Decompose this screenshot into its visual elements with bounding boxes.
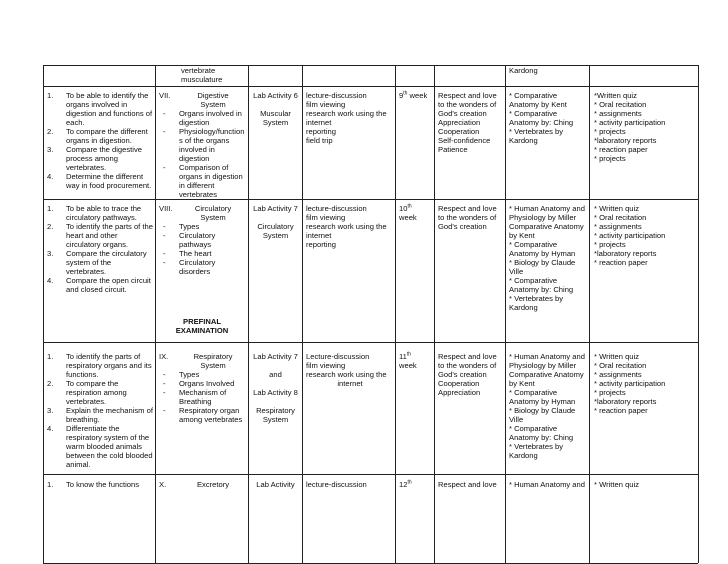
time-frame-cell <box>399 204 433 222</box>
cell-text: research work using the <box>306 370 387 379</box>
cell-text: and closed circuit. <box>66 285 127 294</box>
cell-text: process among <box>66 154 118 163</box>
cell-text: * reaction paper <box>594 258 648 267</box>
cell-text: heart and other <box>66 231 118 240</box>
cell-text: th <box>407 203 412 210</box>
time-frame-cell <box>399 352 433 370</box>
cell-text: Compare the open circuit <box>66 276 151 285</box>
references-cell <box>509 480 587 489</box>
cell-text: Excretory <box>196 480 230 489</box>
row-divider <box>43 474 698 475</box>
cell-text: - Comparison of <box>179 163 229 172</box>
objectives-cell <box>47 204 153 294</box>
table-border-top <box>43 65 698 66</box>
subtopic-item <box>159 222 245 231</box>
cell-text: To identify the parts of the <box>66 222 153 231</box>
cell-text: digestion <box>179 154 210 163</box>
cell-text: Kardong <box>509 451 538 460</box>
objective-item <box>47 480 153 489</box>
objective-item <box>47 204 153 222</box>
cell-text: Appreciation <box>438 118 481 127</box>
cell-text: film viewing <box>306 213 346 222</box>
cell-text: vertebrates <box>179 190 217 199</box>
cell-text: - Physiology/function <box>179 127 245 136</box>
cell-text: 2. <box>47 379 54 388</box>
cell-text: Lab Activity 6 <box>253 91 298 100</box>
objective-item <box>47 379 153 406</box>
cell-text: System <box>200 361 226 370</box>
row-divider <box>43 342 698 343</box>
objective-item <box>47 172 153 190</box>
cell-text: 9 <box>399 91 404 100</box>
objective-item <box>47 249 153 276</box>
cell-text: 1. <box>47 480 54 489</box>
column-divider <box>302 65 303 563</box>
cell-text: * Human Anatomy and <box>509 204 585 213</box>
cell-text: system of the vertebrates. <box>66 258 112 276</box>
cell-text: Self-confidence <box>438 136 491 145</box>
cell-text: God's creation <box>438 222 487 231</box>
cell-text: *Written quiz <box>594 91 637 100</box>
cell-text: th <box>403 90 408 97</box>
cell-text: * Vertebrates by <box>509 127 564 136</box>
assessment-cell <box>594 480 697 489</box>
cell-text: Compare the circulatory <box>66 249 147 258</box>
cell-text: * Comparative <box>509 424 558 433</box>
cell-text: to the wonders of <box>438 100 497 109</box>
cell-text: Compare the digestive <box>66 145 142 154</box>
objective-item <box>47 91 153 127</box>
cell-text: vertebrates. <box>66 163 107 172</box>
cell-text: Kardong <box>509 303 538 312</box>
cell-text: 3. <box>47 406 54 415</box>
cell-text: * Comparative <box>509 240 558 249</box>
cell-text: Respect and love <box>438 91 497 100</box>
cell-text: 3. <box>47 145 54 154</box>
cell-text: internet <box>306 231 332 240</box>
subtopic-item <box>159 231 245 249</box>
strategies-cell <box>306 91 394 145</box>
cell-text: Physiology by Miller <box>509 213 577 222</box>
cell-text: - Circulatory <box>179 258 216 267</box>
cell-text: * Human Anatomy and <box>509 352 585 361</box>
cell-text: God's creation <box>438 370 487 379</box>
cell-text: Lab Activity 7 <box>253 204 298 213</box>
objective-item <box>47 406 153 424</box>
cell-text: Lab Activity 7 <box>253 352 298 361</box>
cell-text: *laboratory reports <box>594 397 657 406</box>
cell-text: Determine the different <box>66 172 144 181</box>
topic-cell <box>159 91 245 199</box>
topic-cell <box>159 352 245 424</box>
cell-text: by Kent <box>509 231 535 240</box>
subtopic-item <box>159 388 245 406</box>
objective-item <box>47 145 153 172</box>
references-cell <box>509 91 587 145</box>
cell-text: musculature <box>181 75 223 84</box>
cell-text: respiratory organs and its <box>66 361 152 370</box>
references-cell <box>509 204 587 312</box>
assessment-cell <box>594 91 697 163</box>
cell-text: circulatory pathways. <box>66 213 137 222</box>
cell-text: 10 <box>399 204 408 213</box>
cell-text: 4. <box>47 276 54 285</box>
cell-text: * Biology by Claude <box>509 406 576 415</box>
cell-text: To know the functions <box>66 480 140 489</box>
column-divider <box>505 65 506 563</box>
cell-text: respiration among <box>66 388 127 397</box>
cell-text: internet <box>337 379 363 388</box>
cell-text: - Organs Involved <box>179 379 235 388</box>
cell-text: Ville <box>509 267 524 276</box>
cell-text: * Vertebrates by <box>509 442 564 451</box>
cell-text: by Kent <box>509 379 535 388</box>
cell-text: 2. <box>47 127 54 136</box>
topic-number: IX. <box>159 352 169 361</box>
cell-text: God's creation <box>438 109 487 118</box>
values-cell <box>438 204 502 231</box>
cell-text: Lab Activity <box>256 480 295 489</box>
cell-text: respiratory system of the <box>66 433 150 442</box>
cell-text: * projects <box>594 240 626 249</box>
cell-text: among vertebrates <box>179 415 243 424</box>
cell-text: * projects <box>594 127 626 136</box>
cell-text: * Written quiz <box>594 204 640 213</box>
cell-text: System <box>200 100 226 109</box>
cell-text: organs in digestion. <box>66 136 132 145</box>
cell-text: internet <box>306 118 332 127</box>
cell-text: organs in digestion <box>179 172 243 181</box>
cell-text: digestion and functions of <box>66 109 153 118</box>
cell-text: Anatomy by: Ching <box>509 433 574 442</box>
cell-text: * projects <box>594 154 626 163</box>
cell-text: *laboratory reports <box>594 136 657 145</box>
topic-number: VIII. <box>159 204 173 213</box>
cell-text: Circulatory <box>194 204 232 213</box>
strategies-cell <box>306 480 394 489</box>
cell-text: * activity participation <box>594 118 666 127</box>
cell-text: To compare the different <box>66 127 148 136</box>
topic-number: VII. <box>159 91 171 100</box>
cell-text: in different <box>179 181 215 190</box>
cell-text: to the wonders of <box>438 361 497 370</box>
cell-text: Lecture-discussion <box>306 352 370 361</box>
cell-text: Respect and love <box>438 480 497 489</box>
cell-text: week <box>399 213 417 222</box>
cell-text: To be able to identify the <box>66 91 149 100</box>
cell-text: * activity participation <box>594 379 666 388</box>
cell-text: * assignments <box>594 222 642 231</box>
cell-text: 11 <box>399 352 407 361</box>
objectives-cell <box>47 352 153 469</box>
cell-text: each. <box>66 118 85 127</box>
cell-text: Comparative Anatomy <box>509 222 584 231</box>
cell-text: * Oral recitation <box>594 100 647 109</box>
time-frame-cell <box>399 480 433 489</box>
subtopic-item <box>159 370 245 379</box>
cell-text: Circulatory <box>257 222 294 231</box>
cell-text: breathing. <box>66 415 100 424</box>
cell-text: * Oral recitation <box>594 213 647 222</box>
cell-text: 3. <box>47 249 54 258</box>
cell-text: * Comparative <box>509 276 558 285</box>
objective-item <box>47 424 153 469</box>
cell-text: pathways <box>179 240 212 249</box>
cell-text: Kardong <box>509 66 538 75</box>
cell-text: film viewing <box>306 100 346 109</box>
topic-cell <box>159 480 245 489</box>
cell-text: week <box>407 91 428 100</box>
objective-item <box>47 352 153 379</box>
activity-cell <box>250 352 301 424</box>
cell-text: System <box>262 231 289 240</box>
activity-cell <box>250 480 301 489</box>
cell-text: way in food procurement. <box>66 181 152 190</box>
cell-text: 1. <box>47 204 54 213</box>
objective-item <box>47 127 153 145</box>
topic-cell <box>159 204 245 276</box>
activity-cell <box>250 91 301 127</box>
assessment-cell <box>594 352 697 415</box>
cell-text: - Respiratory organ <box>179 406 240 415</box>
column-divider <box>248 65 249 563</box>
cell-text: - Mechanism of <box>179 388 227 397</box>
cell-text: To be able to trace the <box>66 204 142 213</box>
assessment-cell <box>594 204 697 267</box>
cell-text: System <box>262 415 289 424</box>
cell-text: Muscular <box>260 109 291 118</box>
cell-text: to the wonders of <box>438 213 497 222</box>
cell-text: research work using the <box>306 109 387 118</box>
cell-text: * Written quiz <box>594 352 640 361</box>
row-divider <box>43 86 698 87</box>
cell-text: s of the organs <box>179 136 230 145</box>
cell-text: To identify the parts of <box>66 352 141 361</box>
cell-text: * Comparative <box>509 109 558 118</box>
cell-text: organs involved in <box>66 100 128 109</box>
row-divider <box>43 199 698 200</box>
cell-text: Patience <box>438 145 468 154</box>
cell-text: Cooperation <box>438 127 480 136</box>
column-divider <box>155 65 156 563</box>
cell-text: 4. <box>47 172 54 181</box>
column-divider <box>434 65 435 563</box>
cell-text: * Written quiz <box>594 480 640 489</box>
objective-item <box>47 276 153 294</box>
cell-text: * reaction paper <box>594 145 648 154</box>
topic-title <box>181 352 245 370</box>
cell-text: PREFINAL <box>183 317 221 326</box>
column-divider <box>395 65 396 563</box>
subtopic-item <box>159 258 245 276</box>
column-divider <box>589 65 590 563</box>
cell-text: Anatomy by: Ching <box>509 285 574 294</box>
cell-text: field trip <box>306 136 333 145</box>
references-cell <box>509 352 587 460</box>
cell-text: Anatomy by Kent <box>509 100 567 109</box>
cell-text: 1. <box>47 352 54 361</box>
cell-text: To compare the <box>66 379 119 388</box>
cell-text: Appreciation <box>438 388 481 397</box>
column-divider <box>698 65 699 563</box>
cell-text: Breathing <box>179 397 212 406</box>
objectives-cell <box>47 480 153 489</box>
cell-text: and <box>269 370 282 379</box>
cell-text: Explain the mechanism of <box>66 406 153 415</box>
cell-text: Respiratory <box>193 352 233 361</box>
cell-text: reporting <box>306 240 336 249</box>
cell-text: * assignments <box>594 109 642 118</box>
cell-text: Anatomy by Hyman <box>509 249 576 258</box>
prefinal-examination-label <box>159 317 245 335</box>
cell-text: week <box>399 361 417 370</box>
cell-text: - Types <box>179 370 200 379</box>
cell-text: Lab Activity 8 <box>253 388 298 397</box>
values-cell <box>438 91 502 154</box>
cell-text: involved in <box>179 145 215 154</box>
cell-text: Respiratory <box>256 406 295 415</box>
cell-text: * Comparative <box>509 91 558 100</box>
cell-text: lecture-discussion <box>306 91 367 100</box>
objectives-cell <box>47 91 153 190</box>
cell-text: * Oral recitation <box>594 361 647 370</box>
cell-text: Kardong <box>509 136 538 145</box>
column-divider <box>43 65 44 563</box>
cell-text: 4. <box>47 424 54 433</box>
cell-text: lecture-discussion <box>306 480 367 489</box>
cell-text: film viewing <box>306 361 346 370</box>
activity-cell <box>250 204 301 240</box>
cell-text: Differentiate the <box>66 424 120 433</box>
cell-text: - Organs involved in <box>179 109 242 118</box>
cell-text: circulatory organs. <box>66 240 129 249</box>
cell-text: th <box>406 351 412 358</box>
cell-text: 1. <box>47 91 54 100</box>
continued-topic <box>181 66 245 84</box>
cell-text: *laboratory reports <box>594 249 657 258</box>
cell-text: * projects <box>594 388 626 397</box>
cell-text: * Human Anatomy and <box>509 480 585 489</box>
cell-text: - Circulatory <box>179 231 216 240</box>
cell-text: lecture-discussion <box>306 204 367 213</box>
cell-text: * reaction paper <box>594 406 648 415</box>
cell-text: Physiology by Miller <box>509 361 577 370</box>
objective-item <box>47 222 153 249</box>
subtopic-item <box>159 109 245 127</box>
cell-text: - The heart <box>179 249 212 258</box>
cell-text: 2. <box>47 222 54 231</box>
continued-references <box>509 66 587 75</box>
cell-text: Digestive <box>197 91 229 100</box>
cell-text: 12 <box>399 480 408 489</box>
cell-text: * Vertebrates by <box>509 294 564 303</box>
cell-text: between the cold blooded <box>66 451 153 460</box>
cell-text: Comparative Anatomy <box>509 370 584 379</box>
topic-title <box>181 204 245 222</box>
values-cell <box>438 352 502 397</box>
strategies-cell <box>306 352 394 388</box>
cell-text: Anatomy by: Ching <box>509 118 574 127</box>
subtopic-item <box>159 406 245 424</box>
cell-text: * Comparative <box>509 388 558 397</box>
subtopic-item <box>159 127 245 163</box>
cell-text: Ville <box>509 415 524 424</box>
subtopic-item <box>159 163 245 199</box>
cell-text: warm blooded animals <box>66 442 142 451</box>
cell-text: Respect and love <box>438 352 497 361</box>
cell-text: animal. <box>66 460 91 469</box>
cell-text: System <box>262 118 289 127</box>
subtopic-item <box>159 379 245 388</box>
cell-text: th <box>407 479 412 486</box>
values-cell <box>438 480 502 489</box>
cell-text: vertebrate <box>181 66 216 75</box>
cell-text: digestion <box>179 118 210 127</box>
cell-text: research work using the <box>306 222 387 231</box>
cell-text: reporting <box>306 127 336 136</box>
strategies-cell <box>306 204 394 249</box>
cell-text: * activity participation <box>594 231 666 240</box>
cell-text: vertebrates. <box>66 397 107 406</box>
topic-title <box>181 91 245 109</box>
cell-text: Respect and love <box>438 204 497 213</box>
subtopic-item <box>159 249 245 258</box>
topic-number: X. <box>159 480 167 489</box>
cell-text: Anatomy by Hyman <box>509 397 576 406</box>
cell-text: System <box>200 213 226 222</box>
cell-text: EXAMINATION <box>175 326 229 335</box>
cell-text: functions. <box>66 370 99 379</box>
cell-text: * Biology by Claude <box>509 258 576 267</box>
cell-text: Cooperation <box>438 379 480 388</box>
cell-text: * assignments <box>594 370 642 379</box>
time-frame-cell <box>399 91 435 100</box>
topic-title <box>181 480 245 489</box>
cell-text: disorders <box>179 267 211 276</box>
cell-text: - Types <box>179 222 200 231</box>
